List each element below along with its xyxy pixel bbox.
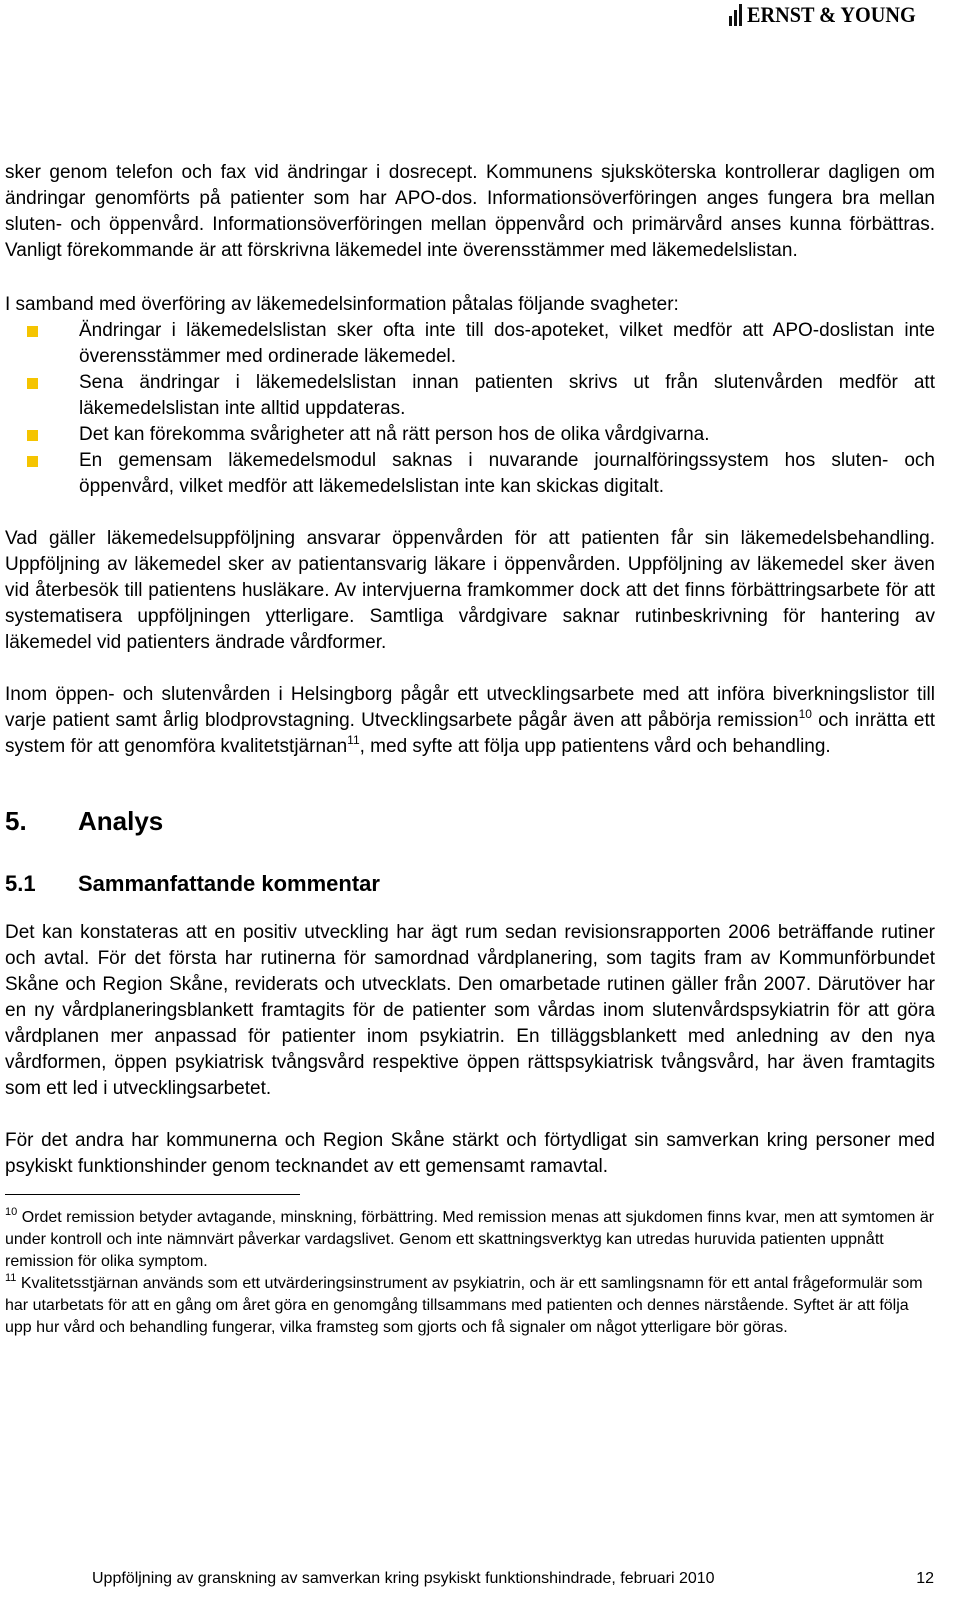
agreement-paragraph: För det andra har kommunerna och Region Skåne stärkt och förtydligat sin samverkan kring personer med psykiskt funktionshinder genom tecknandet av ett gemensamt ramavtal. — [5, 1130, 935, 1177]
footnote: $^{11}$ Kvalitetsstjärnan används som ett utvärderingsinstrument av psykiatrin, och är ett samlingsnamn för ett antal frågeformulär som har utarbetats för att en gång om året göra en genomgång tillsammans med patienten och dennes närstående. Syftet är att följa upp hur vård och behandling fungerar, vilka framsteg som gjorts och få signaler om något ytterligare bör göras. — [5, 1272, 923, 1336]
weakness-list — [5, 318, 935, 500]
bullet-square-icon — [27, 456, 38, 467]
ernst-young-logo — [729, 2, 930, 28]
weakness-intro: I samband med överföring av läkemedelsinformation påtalas följande svagheter: — [5, 294, 679, 315]
summary-paragraph: Det kan konstateras att en positiv utveckling har ägt rum sedan revisionsrapporten 2006 beträffande rutiner och avtal. För det första har rutinerna för samordnad vårdplanering, som tagits fram av Kommunförbundet Skåne och Region Skåne, reviderats och utvecklats. Den omarbetade rutinen gäller från 2007. Därutöver har en ny vårdplaneringsblankett framtagits för de patienter som vårdas inom slutenvårdspsykiatrin för att göra vårdplanen mer anpassad för patienter inom psykiatrin. En tilläggsblankett med anledning av den nya vårdformen, öppen psykiatrisk tvångsvård respektive öppen rättspsykiatrisk tvångsvård, har även framtagits som ett led i utvecklingsarbetet. — [5, 922, 935, 1099]
logo-bars-icon — [729, 4, 742, 26]
footnote-ref-10: 10 — [798, 707, 812, 721]
intro-paragraph: sker genom telefon och fax vid ändringar i dosrecept. Kommunens sjuksköterska kontrollerar dagligen om ändringar genomförts på patienter som har APO-dos. Informationsöverföringen anges fungera bra mellan sluten- och öppenvård. Informationsöverföringen mellan öppenvård och primärvård anses kunna förbättras. Vanligt förekommande är att förskrivna läkemedel inte överensstämmer med läkemedelslistan. — [5, 162, 935, 261]
page-number: 12 — [916, 1570, 934, 1587]
list-item: En gemensam läkemedelsmodul saknas i nuvarande journalföringssystem hos sluten- och öppenvård, vilket medför att läkemedelslistan inte kan skickas digitalt. — [5, 448, 935, 500]
followup-paragraph: Vad gäller läkemedelsuppföljning ansvarar öppenvården för att patienten får sin läkemedelsbehandling. Uppföljning av läkemedel sker av patientansvarig läkare i öppenvården. Uppföljning av läkemedel sker även vid återbesök till patientens husläkare. Av intervjuerna framkommer dock att det finns förbättringsarbete för att systematisera uppföljningen ytterligare. Samtliga vårdgivare saknar rutinbeskrivning för hantering av läkemedel vid patienters ändrade vårdformer. — [5, 528, 935, 653]
bullet-square-icon — [27, 378, 38, 389]
list-item: Det kan förekomma svårigheter att nå rätt person hos de olika vårdgivarna. — [5, 422, 935, 448]
footnote-divider — [5, 1194, 300, 1195]
bullet-square-icon — [27, 326, 38, 337]
footer-title: Uppföljning av granskning av samverkan kring psykiskt funktionshindrade, februari 2010 — [92, 1570, 715, 1587]
footnote-ref-11: 11 — [347, 733, 360, 747]
footnotes — [5, 1207, 935, 1339]
footnote: $^{10}$ Ordet remission betyder avtagande, minskning, förbättring. Med remission menas att sjukdomen finns kvar, men att symtomen är under kontroll och inte nämnvärt påverkar vardagslivet. Genom ett skattningsverktyg kan utredas huruvida patienten uppnått remission för olika symptom. — [5, 1206, 935, 1270]
logo-text: ERNST & YOUNG — [746, 2, 916, 27]
list-item: Sena ändringar i läkemedelslistan innan patienten skrivs ut från slutenvården medför att läkemedelslistan inte alltid uppdateras. — [5, 370, 935, 422]
helsingborg-paragraph: Inom öppen- och slutenvården i Helsingborg pågår ett utvecklingsarbete med att införa biverkningslistor till varje patient samt årlig blodprovstagning. Utvecklingsarbete pågår även att påbörja remission$^{10}$ och inrätta ett system för att genomföra kvalitetstjärnan$^{11}$, med syfte att följa upp patientens vård och behandling. — [5, 684, 935, 757]
page-body — [5, 160, 935, 1339]
subsection-heading: 5.1 Sammanfattande kommentar — [5, 871, 380, 896]
list-item: Ändringar i läkemedelslistan sker ofta inte till dos-apoteket, vilket medför att APO-doslistan inte överensstämmer med ordinerade läkemedel. — [5, 318, 935, 370]
section-heading: 5. Analys — [5, 806, 164, 836]
bullet-square-icon — [27, 430, 38, 441]
page-footer — [92, 1570, 934, 1588]
